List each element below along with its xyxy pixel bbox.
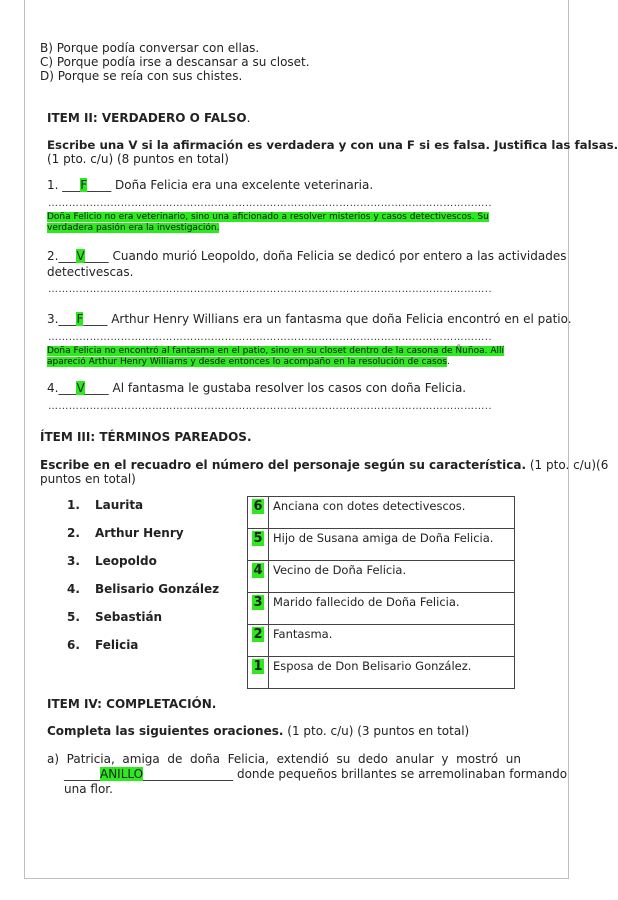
character-5: 5. Sebastián — [67, 610, 163, 624]
characteristic: Vecino de Doña Felicia. — [269, 561, 515, 593]
item3-points: puntos en total) — [40, 472, 136, 486]
answer-box[interactable]: 5 — [248, 529, 269, 561]
character-4: 4. Belisario González — [67, 582, 220, 596]
item4-instruction: Completa las siguientes oraciones. (1 pto. c/u) (3 puntos en total) — [47, 724, 470, 738]
sentence-a-answer[interactable]: ANILLO — [100, 767, 144, 781]
sentence-a-line1: a) Patricia, amiga de doña Felicia, extendió su dedo anular y mostró un — [47, 752, 521, 766]
answer-line-2: ……………………………………………………………………………………………………………….. — [48, 284, 492, 295]
question-2-cont: detectivescas. — [47, 265, 134, 279]
question-1: 1. ___F____ Doña Felicia era una excelente veterinaria. — [47, 178, 374, 192]
option-c: C) Porque podía irse a descansar a su closet. — [40, 55, 310, 69]
characteristic: Marido fallecido de Doña Felicia. — [269, 593, 515, 625]
table-row — [248, 497, 515, 529]
table-row — [248, 593, 515, 625]
character-1: 1. Laurita — [67, 498, 144, 512]
answer-line-1: ……………………………………………………………………………………………………………….. — [48, 198, 492, 209]
characteristic: Anciana con dotes detectivescos. — [269, 497, 515, 529]
justification-3: Doña Felicia no encontró al fantasma en el patio, sino en su closet dentro de la casona de Ñuñoa. Allí apareció Arthur Henry Williams y desde entonces lo acompaño en la resolución de casos. — [47, 346, 504, 367]
characteristic: Hijo de Susana amiga de Doña Felicia. — [269, 529, 515, 561]
sentence-a-line3: una flor. — [64, 782, 113, 796]
item3-heading: ÍTEM III: TÉRMINOS PAREADOS. — [40, 430, 252, 444]
table-row — [248, 561, 515, 593]
item2-points: (1 pto. c/u) (8 puntos en total) — [47, 152, 229, 166]
characteristic: Esposa de Don Belisario González. — [269, 657, 515, 689]
question-2: 2.___V____ Cuando murió Leopoldo, doña Felicia se dedicó por entero a las actividades — [47, 249, 567, 263]
answer-box[interactable]: 6 — [248, 497, 269, 529]
question-3: 3.___F____ Arthur Henry Willians era un fantasma que doña Felicia encontró en el patio. — [47, 312, 572, 326]
option-b: B) Porque podía conversar con ellas. — [40, 41, 260, 55]
sentence-a-line2: ______ANILLO_______________ donde pequeños brillantes se arremolinaban formando — [64, 767, 568, 781]
answer-line-4: ……………………………………………………………………………………………………………….. — [48, 401, 492, 412]
option-d: D) Porque se reía con sus chistes. — [40, 69, 243, 83]
answer-box[interactable]: 4 — [248, 561, 269, 593]
justification-1: Doña Felicio no era veterinario, sino una aficionado a resolver misterios y casos detectivescos. Su verdadera pasión era la investigación. — [47, 212, 489, 233]
character-2: 2. Arthur Henry — [67, 526, 184, 540]
item3-instruction: Escribe en el recuadro el número del personaje según su característica. (1 pto. c/u)(6 — [40, 458, 609, 472]
character-6: 6. Felicia — [67, 638, 139, 652]
table-row — [248, 625, 515, 657]
question-4: 4.___V____ Al fantasma le gustaba resolver los casos con doña Felicia. — [47, 381, 467, 395]
answer-box[interactable]: 2 — [248, 625, 269, 657]
answer-line-3: ……………………………………………………………………………………………………………….. — [48, 332, 492, 343]
answer-box[interactable]: 3 — [248, 593, 269, 625]
answer-box[interactable]: 1 — [248, 657, 269, 689]
characteristic: Fantasma. — [269, 625, 515, 657]
item4-heading: ITEM IV: COMPLETACIÓN. — [47, 697, 217, 711]
table-row — [248, 657, 515, 689]
matching-table — [247, 496, 515, 689]
item2-instruction: Escribe una V si la afirmación es verdadera y con una F si es falsa. Justifica las falsas. — [47, 138, 618, 152]
character-3: 3. Leopoldo — [67, 554, 157, 568]
item2-heading: ITEM II: VERDADERO O FALSO. — [47, 111, 251, 125]
table-row — [248, 529, 515, 561]
